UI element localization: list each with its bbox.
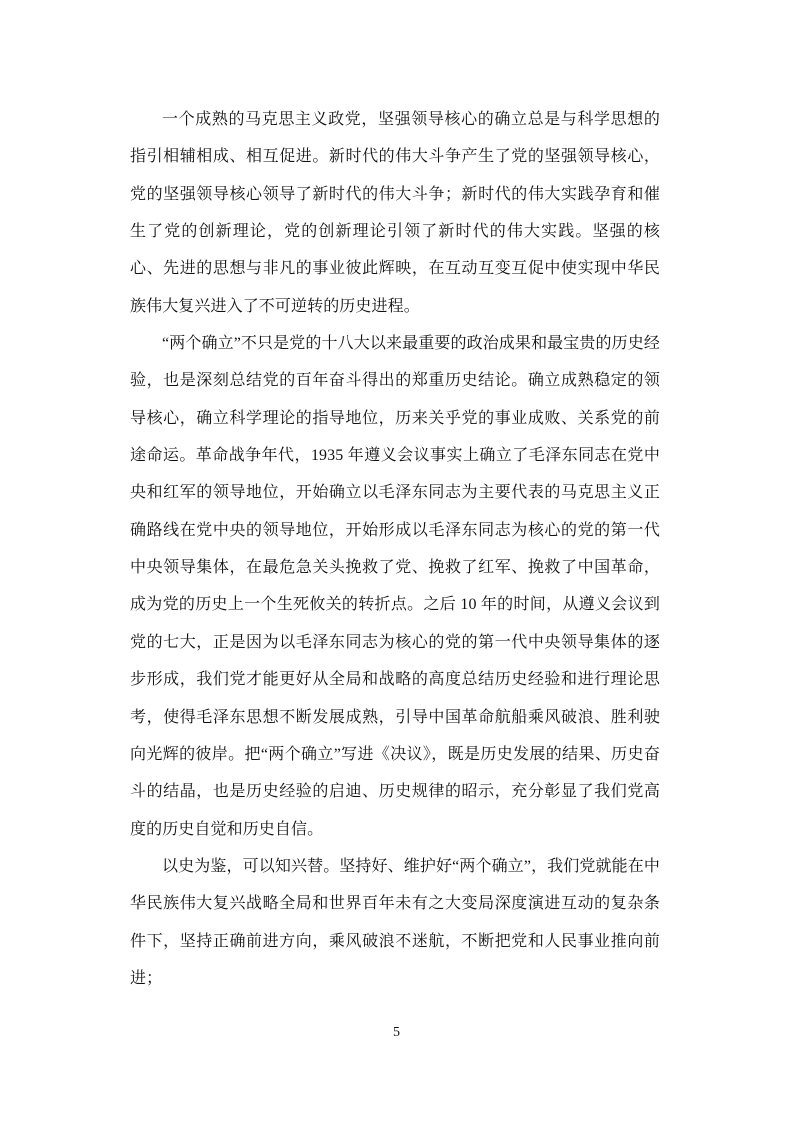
page-number: 5 [393, 1025, 400, 1040]
document-body-text [130, 101, 660, 997]
paragraph-two-establishes-history: “两个确立”不只是党的十八大以来最重要的政治成果和最宝贵的历史经验，也是深刻总结党的百年奋斗得出的郑重历史结论。确立成熟稳定的领导核心，确立科学理论的指导地位，历来关乎党的事业成败、关系党的前途命运。革命战争年代，1935 年遵义会议事实上确立了毛泽东同志在党中央和红军的领导地位，开始确立以毛泽东同志为主要代表的马克思主义正确路线在党中央的领导地位，开始形成以毛泽东同志为核心的党的第一代中央领导集体，在最危急关头挽救了党、挽救了红军、挽救了中国革命，成为党的历史上一个生死攸关的转折点。之后 10 年的时间，从遵义会议到党的七大，正是因为以毛泽东同志为核心的党的第一代中央领导集体的逐步形成，我们党才能更好从全局和战略的高度总结历史经验和进行理论思考，使得毛泽东思想不断发展成熟，引导中国革命航船乘风破浪、胜利驶向光辉的彼岸。把“两个确立”写进《决议》，既是历史发展的结果、历史奋斗的结晶，也是历史经验的启迪、历史规律的昭示，充分彰显了我们党高度的历史自觉和历史自信。 [130, 335, 660, 838]
paragraph-leadership-core: 一个成熟的马克思主义政党，坚强领导核心的确立总是与科学思想的指引相辅相成、相互促进。新时代的伟大斗争产生了党的坚强领导核心，党的坚强领导核心领导了新时代的伟大斗争；新时代的伟大实践孕育和催生了党的创新理论，党的创新理论引领了新时代的伟大实践。坚强的核心、先进的思想与非凡的事业彼此辉映，在互动互变互促中使实现中华民族伟大复兴进入了不可逆转的历史进程。 [130, 111, 660, 315]
paragraph-learning-from-history: 以史为鉴，可以知兴替。坚持好、维护好“两个确立”，我们党就能在中华民族伟大复兴战略全局和世界百年未有之大变局深度演进互动的复杂条件下，坚持正确前进方向，乘风破浪不迷航，不断把党和人民事业推向前进； [130, 857, 660, 987]
